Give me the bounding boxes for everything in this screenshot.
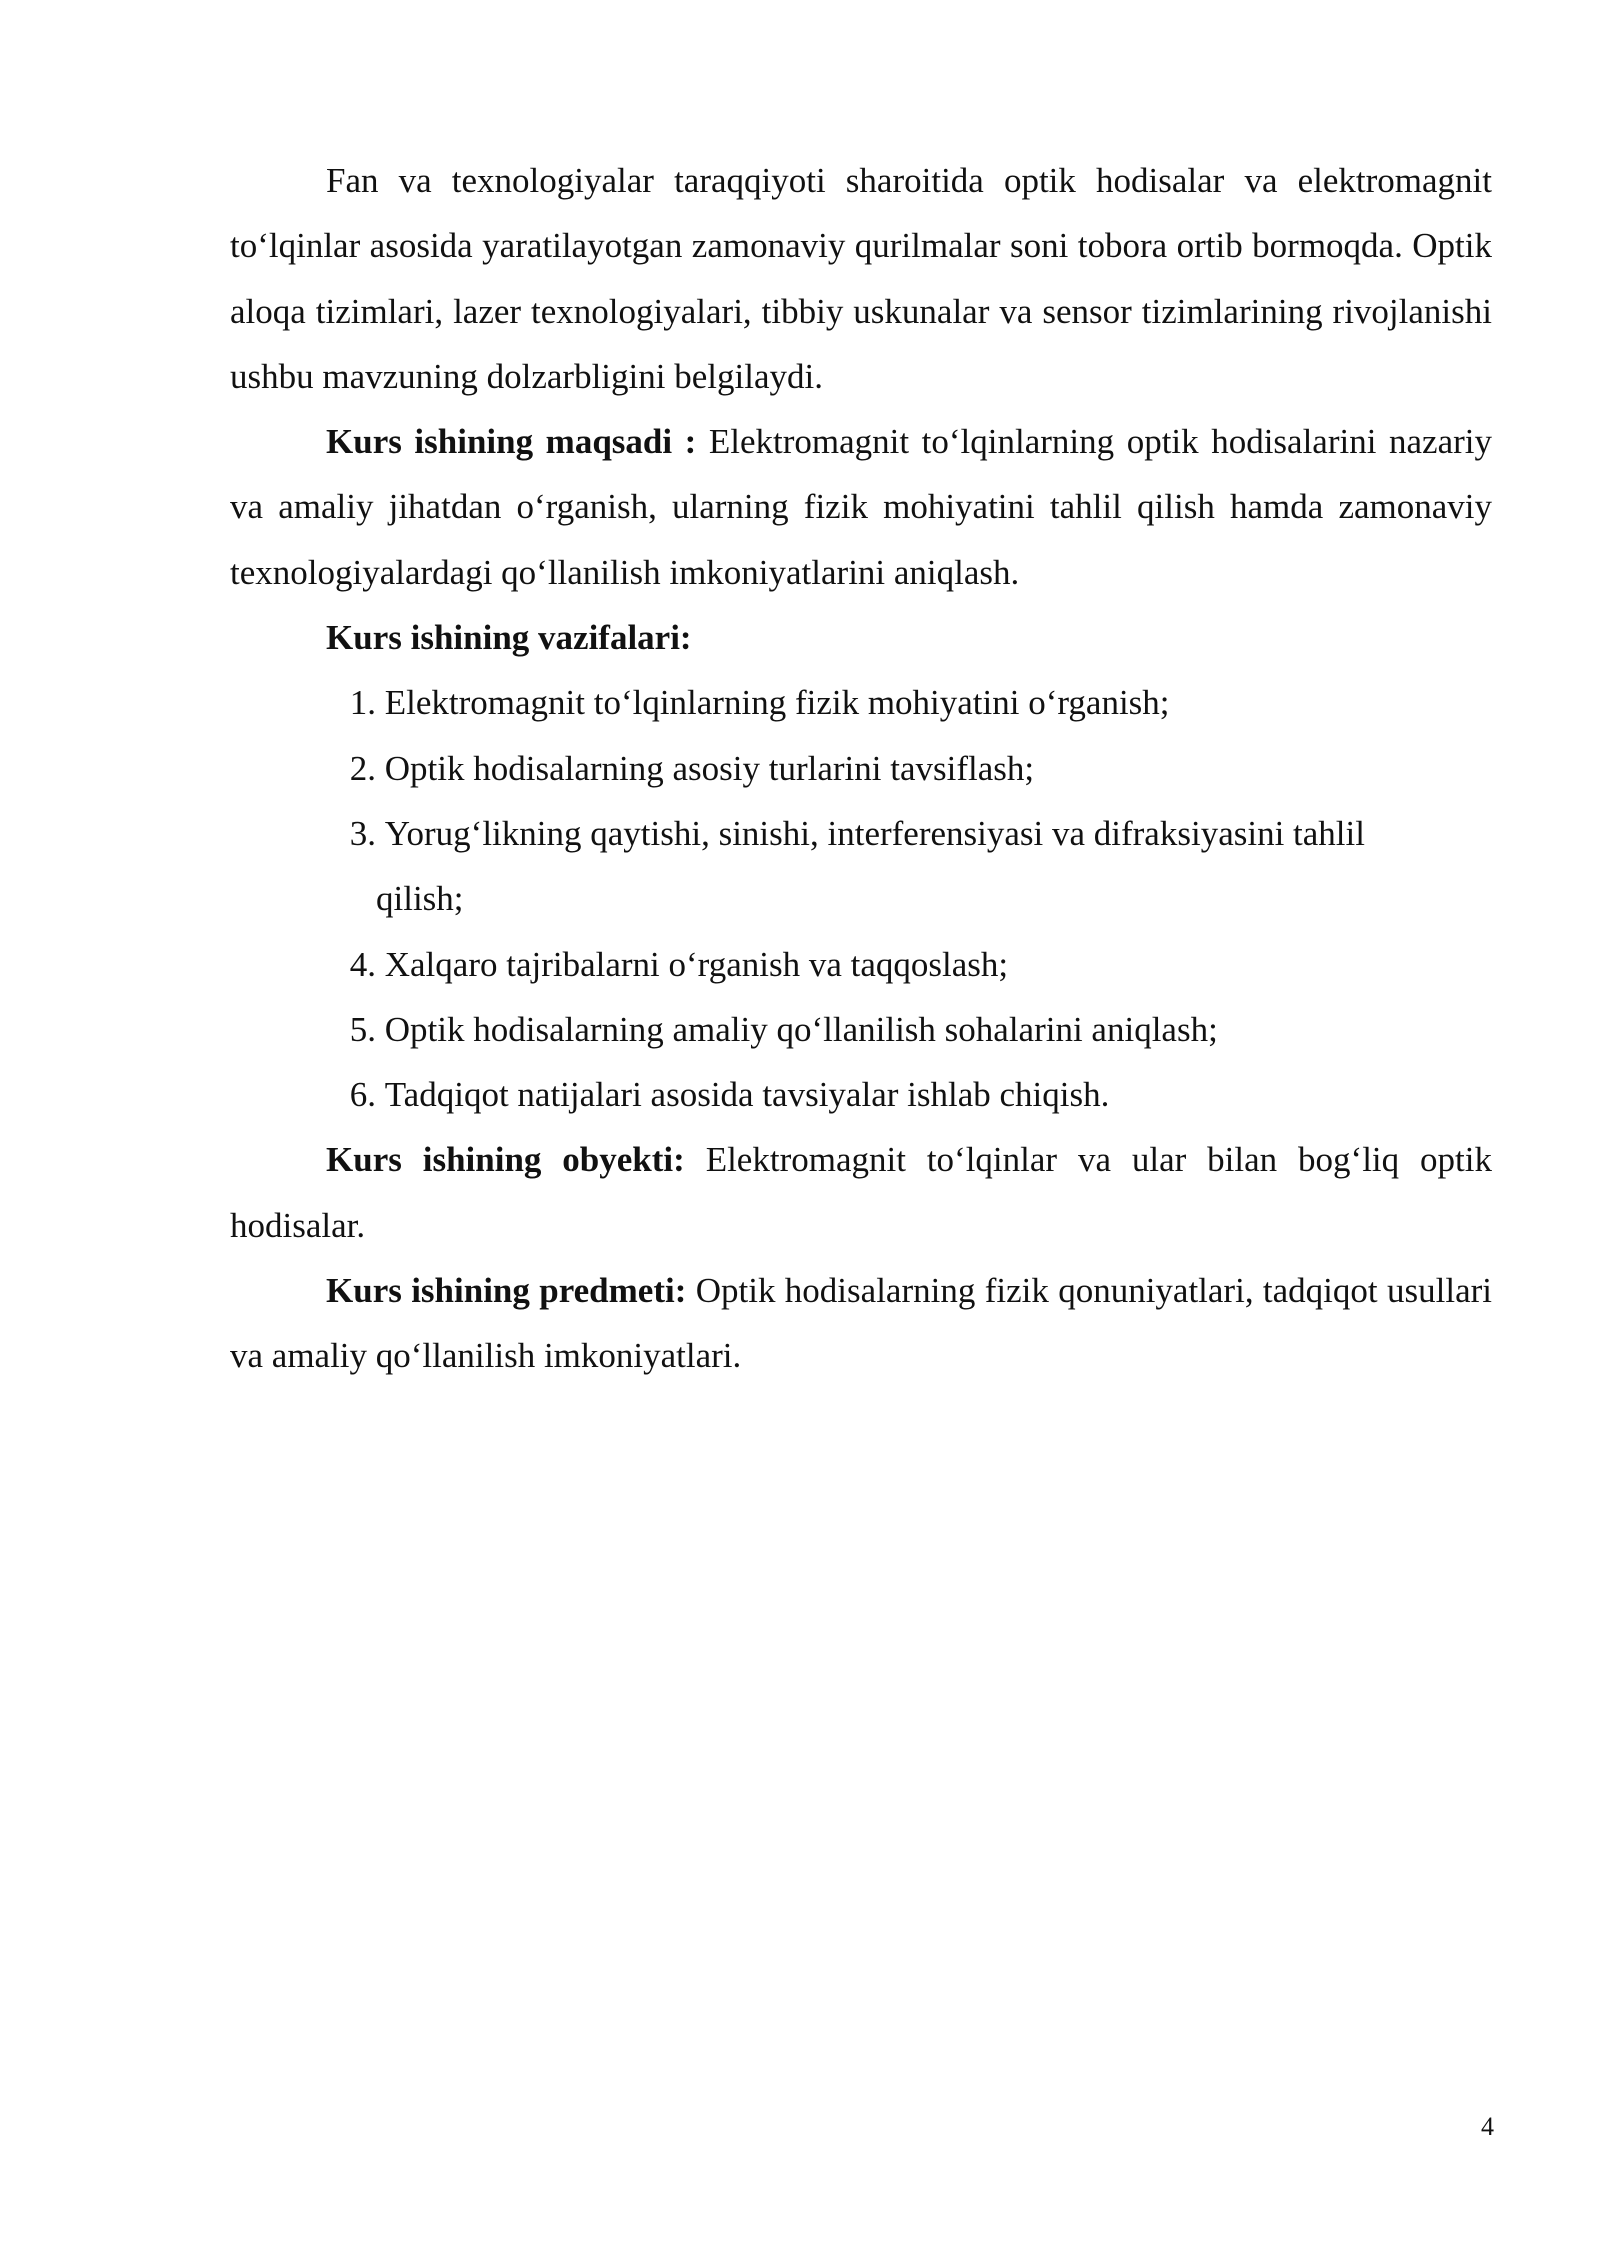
object-text: Elektromagnit to‘lqinlar va ular bilan bog‘liq optik hodisalar.: [230, 1140, 1492, 1245]
tasks-heading: Kurs ishining vazifalari:: [326, 618, 692, 658]
task-item-3: [230, 801, 1492, 932]
task-text: [376, 801, 1492, 932]
subject-text: Optik hodisalarning fizik qonuniyatlari, tadqiqot usullari va amaliy qo‘llanilish imkoniyatlari.: [230, 1271, 1492, 1376]
task-text-value: Yorug‘likning qaytishi, sinishi, interferensiyasi va difraksiyasini tahlil qilish;: [376, 813, 1365, 919]
goal-text: Elektromagnit to‘lqinlarning optik hodisalarini nazariy va amaliy jihatdan o‘rganish, ularning fizik mohiyatini tahlil qilish hamda zamonaviy texnologiyalardagi qo‘llanilish imkoniyatlarini aniqlash.: [230, 422, 1492, 592]
page-number: 4: [1481, 2112, 1494, 2141]
task-number: 6.: [349, 1075, 376, 1115]
object-label: Kurs ishining obyekti:: [326, 1140, 685, 1180]
page-body: [230, 148, 1492, 1389]
task-item-5: [230, 997, 1492, 1062]
task-text: [376, 670, 1492, 735]
goal-paragraph: [230, 409, 1492, 605]
task-text-value: Xalqaro tajribalarni o‘rganish va taqqoslash;: [384, 944, 1009, 984]
task-text-value: Optik hodisalarning asosiy turlarini tavsiflash;: [384, 748, 1035, 788]
task-item-2: [230, 736, 1492, 801]
task-number: 5.: [349, 1009, 376, 1049]
task-number: 1.: [349, 683, 376, 723]
task-item-6: [230, 1062, 1492, 1127]
subject-paragraph: [230, 1258, 1492, 1389]
task-text: [376, 1062, 1492, 1127]
task-number: 4.: [349, 944, 376, 984]
task-number: 3.: [349, 813, 376, 853]
task-text-value: Tadqiqot natijalari asosida tavsiyalar ishlab chiqish.: [384, 1075, 1110, 1115]
goal-label: Kurs ishining maqsadi :: [326, 422, 697, 462]
intro-paragraph: Fan va texnologiyalar taraqqiyoti sharoitida optik hodisalar va elektromagnit to‘lqinlar asosida yaratilayotgan zamonaviy qurilmalar soni tobora ortib bormoqda. Optik aloqa tizimlari, lazer texnologiyalari, tibbiy uskunalar va sensor tizimlarining rivojlanishi ushbu mavzuning dolzarbligini belgilaydi.: [230, 161, 1492, 396]
task-text: [376, 997, 1492, 1062]
task-text-value: Elektromagnit to‘lqinlarning fizik mohiyatini o‘rganish;: [384, 683, 1170, 723]
task-text-value: Optik hodisalarning amaliy qo‘llanilish sohalarini aniqlash;: [384, 1009, 1218, 1049]
subject-label: Kurs ishining predmeti:: [326, 1271, 687, 1311]
task-text: [376, 736, 1492, 801]
task-text: [376, 932, 1492, 997]
task-item-1: [230, 670, 1492, 735]
tasks-list: [230, 670, 1492, 1127]
object-paragraph: [230, 1127, 1492, 1258]
task-number: 2.: [349, 748, 376, 788]
task-item-4: [230, 932, 1492, 997]
